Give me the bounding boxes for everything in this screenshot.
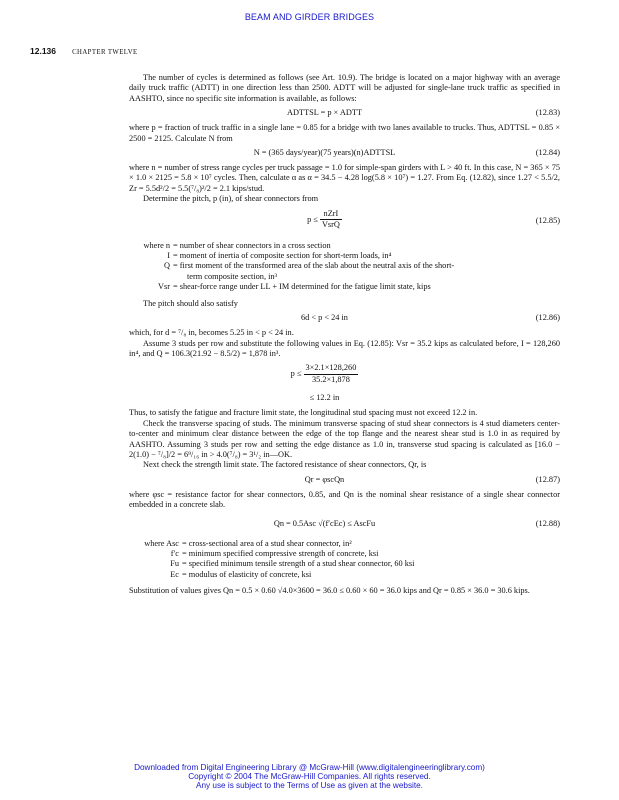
definition-text: = modulus of elasticity of concrete, ksi [182,569,312,579]
fraction [320,209,342,231]
paragraph-pitch-range: which, for d = ⁷/₈ in, becomes 5.25 in < p < 24 in. [129,328,294,338]
paragraph-pitch-satisfy: The pitch should also satisfy [143,298,238,308]
fraction-numerator: 3×2.1×128,260 [304,363,359,374]
page-body [129,73,560,597]
equation-12-85 [129,209,560,235]
equation-number: (12.86) [535,313,560,323]
copyright-footer [0,763,619,791]
definition-symbol: where Asc [144,538,179,548]
equation-number: (12.85) [535,215,560,225]
fraction [304,363,359,385]
top-banner: BEAM AND GIRDER BRIDGES [244,12,375,22]
paragraph-stress-cycles: where n = number of stress range cycles per truck passage = 1.0 for simple-span girders with L > 40 ft. In this case, N = 365 × 75 × 1.0 × 2125 = 5.8 × 10⁷ cycles. Then, calculate α as α = 34.5 − 4.28 log(5.8 × 10⁷) = 1.27. From Eq. (12.82), since 1.27 < 5.5/2, Zr = 5.5d²/2 = 5.5(⁷/₈)²/2 = 2.1 kips/stud. [129,163,560,193]
paragraph-assume-studs: Assume 3 studs per row and substitute the following values in Eq. (12.85): Vsr = 35.2 kips as calculated before, I = 128,260 in⁴, and Q = 106.3(21.92 − 8.5/2) = 1,878 in³. [129,338,560,358]
definition-row [129,272,560,282]
definition-row [129,559,560,569]
fraction-denominator: VsrQ [321,220,340,230]
equation-number: (12.88) [535,518,560,528]
definition-row [129,539,560,549]
definition-symbol [129,272,173,282]
paragraph-pitch-intro: Determine the pitch, p (in), of shear connectors from [143,194,319,204]
definition-row [129,549,560,559]
definition-text: term composite section, in³ [187,271,278,281]
footer-download-link[interactable]: Downloaded from Digital Engineering Library @ McGraw-Hill (www.digitalengineeringlibrary.com) [134,763,485,772]
equation-12-88 [129,519,560,531]
equation-lhs: p ≤ [290,369,302,379]
definition-symbol: Fu [170,559,179,569]
definition-text: = cross-sectional area of a stud shear connector, in² [182,538,352,548]
equation-expression: ADTTSL = p × ADTT [287,108,362,118]
definition-text: = specified minimum tensile strength of a stud shear connector, 60 ksi [182,559,415,569]
equation-12-84 [129,148,560,160]
equation-expression: 6d < p < 24 in [301,313,348,323]
running-head [30,46,138,56]
paragraph-transverse-spacing: Check the transverse spacing of studs. The minimum transverse spacing of stud shear connectors is 4 stud diameters center-to-center and minimum clear distance between the edge of the top flange and the nearest shear stud is 1.0 in as required by AASHTO. Assuming 3 studs per row and setting the edge distance as 1.0 in, transverse stud spacing is calculated as [16.0 − 2(1.0) − ⁷/₈]/2 = 6⁹/₁₆ in > 4.0(⁷/₈) = 3¹/₂ in—OK. [129,418,560,459]
equation-number: (12.83) [535,108,560,118]
fraction-denominator: 35.2×1,878 [311,374,350,384]
definition-row [129,261,560,271]
equation-pitch-result [129,393,560,405]
definitions-list [129,539,560,581]
equation-expression: Qr = φscQn [304,474,345,484]
fraction-numerator: nZrI [320,209,342,220]
footer-copyright: Copyright © 2004 The McGraw-Hill Companies. All rights reserved. [188,772,431,782]
equation-expression: ≤ 12.2 in [309,393,340,403]
equation-pitch-substitution [129,363,560,389]
definition-row [129,251,560,261]
definition-symbol: Vsr [158,282,170,292]
footer-terms[interactable]: Any use is subject to the Terms of Use as given at the website. [196,781,423,791]
paragraph-fatigue-result: Thus, to satisfy the fatigue and fracture limit state, the longitudinal stud spacing must not exceed 12.2 in. [129,408,478,418]
equation-expression: Qn = 0.5Asc √(f′cEc) ≤ AscFu [273,518,376,528]
paragraph-resistance-factor: where φsc = resistance factor for shear connectors, 0.85, and Qn is the nominal shear resistance of a single shear connector embedded in a concrete slab. [129,489,560,510]
chapter-title: CHAPTER TWELVE [72,49,138,56]
equation-number: (12.87) [535,474,560,484]
equation-number: (12.84) [535,148,560,158]
equation-12-86 [129,313,560,325]
paragraph-fraction: where p = fraction of truck traffic in a single lane = 0.85 for a bridge with two lanes available to trucks. Thus, ADTTSL = 0.85 × 2500 = 2125. Calculate N from [129,123,560,143]
definition-row [129,282,560,292]
definitions-list [129,241,560,293]
paragraph-substitution: Substitution of values gives Qn = 0.5 × 0.60 √4.0×3600 = 36.0 ≤ 0.60 × 60 = 36.0 kips and Qr = 0.85 × 36.0 = 30.6 kips. [129,586,530,596]
equation-lhs: p ≤ [307,214,318,224]
definition-text: = number of shear connectors in a cross section [173,240,331,250]
definition-symbol: where n [143,240,170,250]
definition-row [129,570,560,580]
definition-text: = first moment of the transformed area of the slab about the neutral axis of the short- [173,261,455,271]
definition-symbol: f′c [170,548,179,558]
equation-12-87 [129,475,560,487]
definition-row [129,241,560,251]
definition-text: = shear-force range under LL + IM determined for the fatigue limit state, kips [173,282,431,292]
definition-symbol: Q [164,261,170,271]
equation-expression: N = (365 days/year)(75 years)(n)ADTTSL [253,148,396,158]
paragraph-cycles: The number of cycles is determined as follows (see Art. 10.9). The bridge is located on a major highway with an average daily truck traffic (ADTT) in one direction less than 2500. ADTT will be adjusted for single-lane truck traffic as specified in AASHTO, since no specific site information is available, as follows: [129,73,560,103]
definition-symbol: Ec [170,569,179,579]
equation-expression [129,363,520,385]
definition-symbol: I [167,251,170,261]
paragraph-strength-limit: Next check the strength limit state. The factored resistance of shear connectors, Qr, is [143,460,427,470]
equation-expression [129,209,520,231]
definition-text: = minimum specified compressive strength of concrete, ksi [182,548,379,558]
page-number: 12.136 [30,46,56,56]
definition-text: = moment of inertia of composite section for short-term loads, in⁴ [173,251,392,261]
equation-12-83 [129,108,560,120]
